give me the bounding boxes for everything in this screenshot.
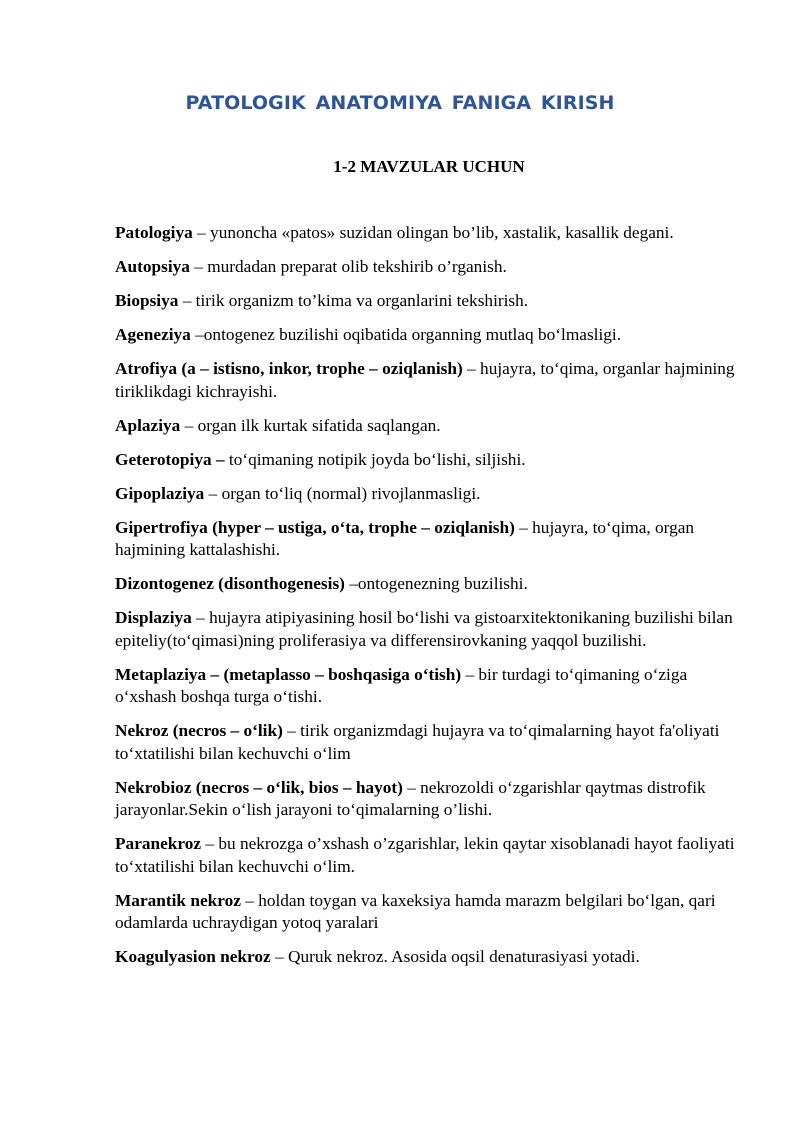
definition-term: Gipoplaziya [115,483,205,503]
definition-item [115,517,745,562]
definition-item [115,664,745,709]
definition-item [115,324,745,347]
definition-term: Nekrobioz (necros – o‘lik, bios – hayot) [115,777,403,797]
definition-text: – holdan toygan va kaxeksiya hamda marazm belgilari bo‘lgan, qari odamlarda uchraydigan yotoq yaralari [115,890,716,932]
definition-item [115,833,745,878]
definition-item [115,449,745,472]
definition-item [115,777,745,822]
definition-text: – nekrozoldi o‘zgarishlar qaytmas distrofik jarayonlar.Sekin o‘lish jarayoni to‘qimalarning o’lishi. [115,777,706,819]
document-title: PATOLOGIK ANATOMIYA FANIGA KIRISH [185,92,615,114]
definition-item [115,358,745,403]
definition-item [115,890,745,935]
definition-term: Patologiya [115,223,193,242]
definition-term: Nekroz (necros – o‘lik) [115,721,283,740]
definition-text: – yunoncha «patos» suzidan olingan bo’lib, xastalik, kasallik degani. [192,223,674,242]
definition-term: Ageneziya [115,325,191,344]
definition-item [115,573,745,596]
definition-text: – hujayra, to‘qima, organlar hajmining tiriklikdagi kichrayishi. [115,359,735,401]
definition-item [115,256,745,279]
definitions-list [115,222,745,980]
definition-item [115,415,745,438]
definition-text: – hujayra, to‘qima, organ hajmining kattalashishi. [115,517,695,559]
definition-text: – hujayra atipiyasining hosil bo‘lishi va gistoarxitektonikaning buzilishi bilan epiteliy(to‘qimasi)ning proliferasiya va differensirovkaning yaqqol buzilishi. [115,608,733,650]
document-subtitle: 1-2 MAVZULAR UCHUN [333,157,525,176]
definition-term: Metaplaziya – (metaplasso – boshqasiga o‘tish) [115,664,462,684]
definition-text: – organ to‘liq (normal) rivojlanmasligi. [204,483,481,503]
definition-term: Paranekroz [115,834,202,853]
definition-item [115,290,745,313]
definition-text: – murdadan preparat olib tekshirib o’rganish. [189,257,507,276]
definition-item [115,720,745,765]
definition-item [115,483,745,506]
definition-term: Koagulyasion nekroz [115,947,271,966]
definition-item [115,222,745,245]
definition-text: – organ ilk kurtak sifatida saqlangan. [180,415,441,435]
definition-term: Displaziya [115,608,192,627]
definition-term: Gipertrofiya (hyper – ustiga, o‘ta, trophe – oziqlanish) [115,517,515,537]
definition-term: Autopsiya [115,257,190,276]
definition-term: Biopsiya [115,291,179,310]
definition-text: –ontogenez buzilishi oqibatida organning mutlaq bo‘lmasligi. [190,325,622,344]
definition-text: – tirik organizmdagi hujayra va to‘qimalarning hayot fa'oliyati to‘xtatilishi bilan kechuvchi o‘lim [115,721,720,763]
definition-text: – bu nekrozga o’xshash o’zgarishlar, lekin qaytar xisoblanadi hayot faoliyati to‘xtatilishi bilan kechuvchi o‘lim. [115,834,735,876]
definition-text: – tirik organizm to’kima va organlarini tekshirish. [178,291,529,310]
definition-item [115,607,745,652]
definition-item [115,946,745,969]
definition-term: Dizontogenez (disonthogenesis) [115,574,345,593]
definition-term: Marantik nekroz [115,890,241,910]
definition-term: Aplaziya [115,415,181,435]
definition-text: – Quruk nekroz. Asosida oqsil denaturasiyasi yotadi. [270,947,640,966]
definition-term: Geterotopiya – [115,449,225,469]
definition-term: Atrofiya (a – istisno, inkor, trophe – oziqlanish) [115,359,463,378]
definition-text: –ontogenezning buzilishi. [344,574,528,593]
definition-text: – bir turdagi to‘qimaning o‘ziga o‘xshash boshqa turga o‘tishi. [115,664,688,706]
definition-text: to‘qimaning notipik joyda bo‘lishi, siljishi. [224,449,526,469]
